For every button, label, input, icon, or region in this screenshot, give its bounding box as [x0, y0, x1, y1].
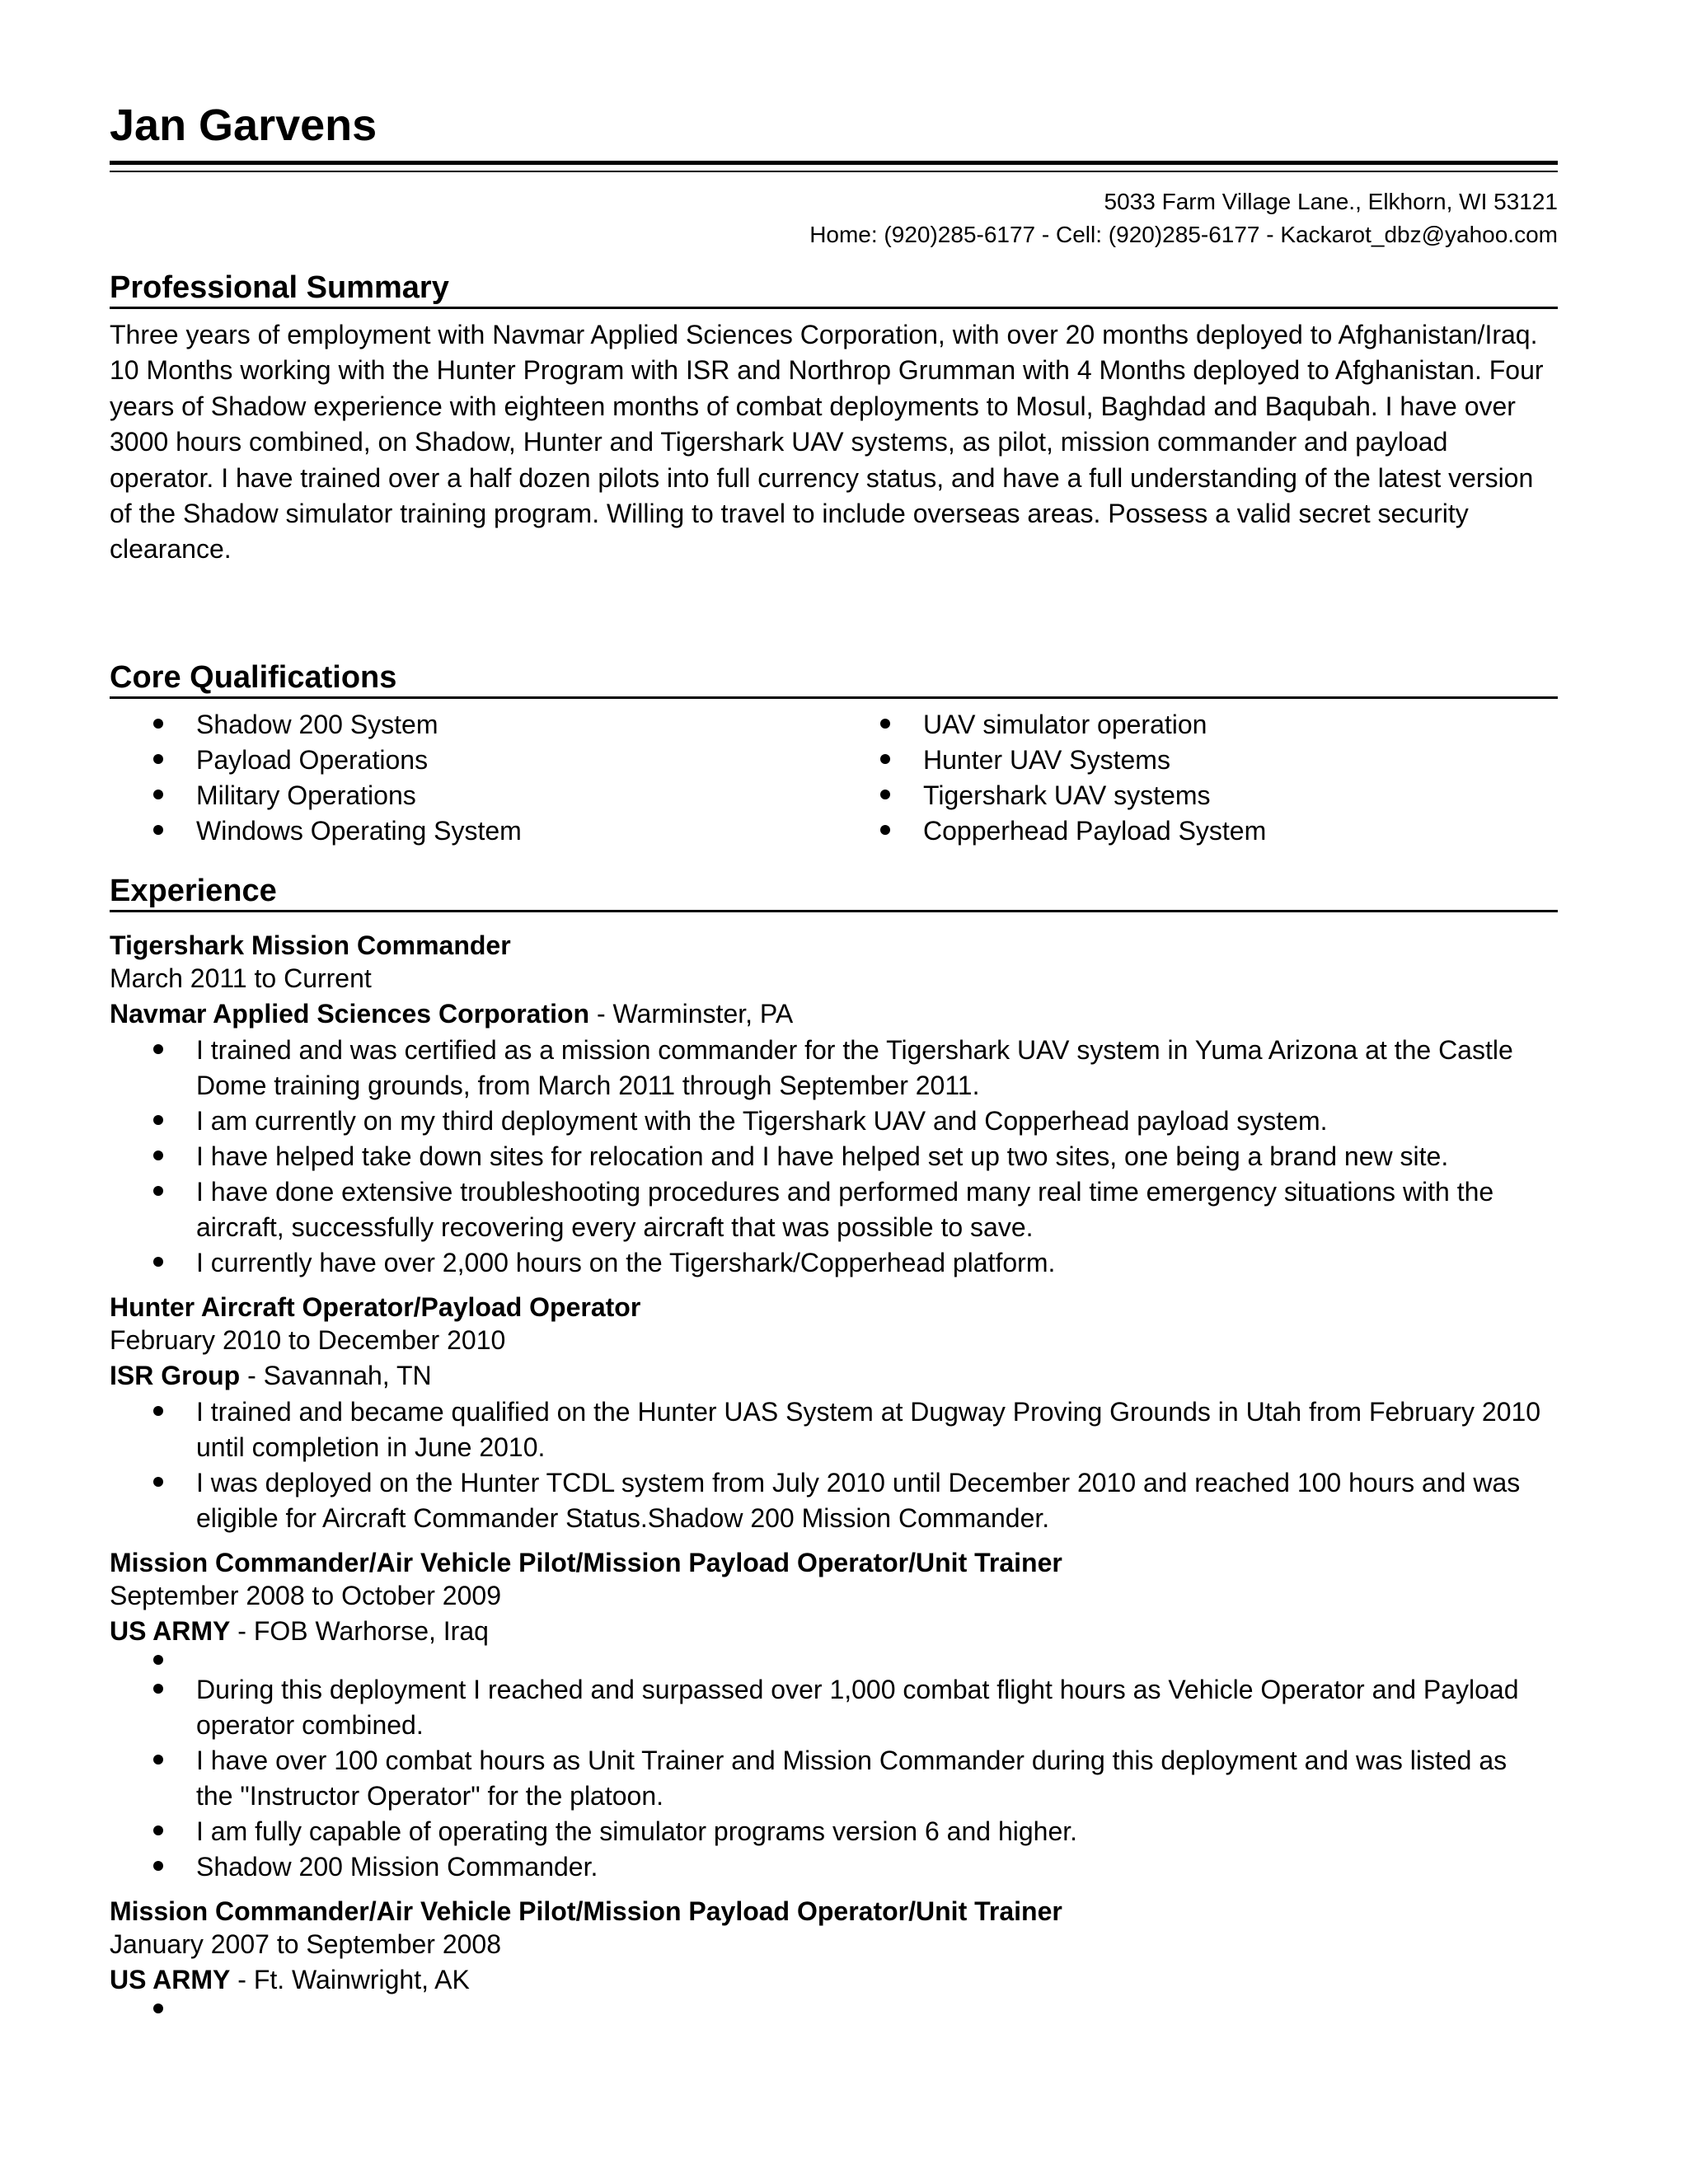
experience-list [110, 929, 1558, 2031]
bullet-icon [153, 790, 163, 799]
job-bullets [110, 1650, 1558, 1885]
job-title: Mission Commander/Air Vehicle Pilot/Mission Payload Operator/Unit Trainer [110, 1896, 1062, 1926]
job-employer [110, 1357, 1558, 1394]
job-bullet: Shadow 200 Mission Commander. [110, 1849, 1558, 1885]
job-entry [110, 1291, 1558, 1536]
job-bullet: I have helped take down sites for relocation and I have helped set up two sites, one being a brand new site. [110, 1139, 1558, 1174]
job-employer [110, 995, 1558, 1033]
bullet-icon [153, 1151, 163, 1160]
job-bullet: I currently have over 2,000 hours on the Tigershark/Copperhead platform. [110, 1245, 1558, 1281]
qualification-item: Shadow 200 System [110, 707, 522, 743]
job-bullet: I am currently on my third deployment with the Tigershark UAV and Copperhead payload system. [110, 1104, 1558, 1139]
summary-rule [110, 307, 1558, 309]
job-bullet: I trained and was certified as a mission commander for the Tigershark UAV system in Yuma Arizona at the Castle Dome training grounds, from March 2011 through September 2011. [110, 1033, 1558, 1104]
qualifications-rule [110, 696, 1558, 699]
employer-name: Navmar Applied Sciences Corporation [110, 999, 590, 1029]
bullet-icon [153, 1044, 163, 1054]
qualifications-right-column [837, 707, 1266, 849]
job-bullet: I am fully capable of operating the simulator programs version 6 and higher. [110, 1814, 1558, 1849]
job-bullets [110, 1999, 1558, 2021]
job-title: Mission Commander/Air Vehicle Pilot/Mission Payload Operator/Unit Trainer [110, 1548, 1062, 1577]
job-employer [110, 1961, 1558, 1999]
bullet-icon [153, 1655, 163, 1665]
header-rule-thin [110, 171, 1558, 172]
bullet-icon [153, 2004, 163, 2013]
bullet-icon [153, 1115, 163, 1125]
employer-location: - FOB Warhorse, Iraq [230, 1616, 489, 1646]
summary-text: Three years of employment with Navmar Applied Sciences Corporation, with over 20 months deployed to Afghanistan/Iraq. 10 Months working with the Hunter Program with ISR and Northrop Grumman with 4 Months deployed to Afghanistan. Four years of Shadow experience with eighteen months of combat deployments to Mosul, Baghdad and Baqubah. I have over 3000 hours combined, on Shadow, Hunter and Tigershark UAV systems, as pilot, mission commander and payload operator. I have trained over a half dozen pilots into full currency status, and have a full understanding of the latest version of the Shadow simulator training program. Willing to travel to include overseas areas. Possess a valid secret security clearance. [110, 320, 1544, 565]
qualification-item: Payload Operations [110, 743, 522, 778]
qualifications-left-column [110, 707, 522, 849]
bullet-icon [880, 719, 890, 729]
job-bullet-empty [110, 1650, 1558, 1672]
job-entry [110, 1895, 1558, 2021]
qualification-item: Windows Operating System [110, 813, 522, 849]
bullet-icon [153, 1477, 163, 1487]
contact-address: 5033 Farm Village Lane., Elkhorn, WI 53121 [1104, 189, 1558, 214]
employer-location: - Savannah, TN [240, 1361, 432, 1390]
job-entry [110, 1546, 1558, 1885]
employer-location: - Warminster, PA [589, 999, 794, 1029]
bullet-icon [153, 1406, 163, 1416]
qualification-item: UAV simulator operation [837, 707, 1266, 743]
job-dates: January 2007 to September 2008 [110, 1929, 501, 1959]
job-bullet: During this deployment I reached and surpassed over 1,000 combat flight hours as Vehicle Operator and Payload operator combined. [110, 1672, 1558, 1743]
job-dates: March 2011 to Current [110, 963, 372, 993]
job-entry [110, 929, 1558, 1281]
contact-block [809, 185, 1558, 251]
job-bullet: I was deployed on the Hunter TCDL system from July 2010 until December 2010 and reached 100 hours and was eligible for Aircraft Commander Status.Shadow 200 Mission Commander. [110, 1465, 1558, 1536]
qualification-item: Copperhead Payload System [837, 813, 1266, 849]
qualifications-heading: Core Qualifications [110, 660, 397, 695]
bullet-icon [153, 1257, 163, 1267]
qualification-item: Tigershark UAV systems [837, 778, 1266, 813]
employer-name: ISR Group [110, 1361, 241, 1390]
job-title: Hunter Aircraft Operator/Payload Operator [110, 1292, 641, 1322]
bullet-icon [153, 1755, 163, 1765]
employer-name: US ARMY [110, 1965, 231, 1994]
job-dates: September 2008 to October 2009 [110, 1581, 501, 1610]
experience-heading: Experience [110, 874, 277, 908]
summary-heading: Professional Summary [110, 270, 449, 305]
bullet-icon [153, 1186, 163, 1196]
header-rule-thick [110, 161, 1558, 165]
bullet-icon [880, 825, 890, 835]
bullet-icon [153, 719, 163, 729]
bullet-icon [880, 790, 890, 799]
job-dates: February 2010 to December 2010 [110, 1325, 506, 1355]
bullet-icon [880, 754, 890, 764]
bullet-icon [153, 754, 163, 764]
bullet-icon [153, 1684, 163, 1694]
job-employer [110, 1612, 1558, 1650]
bullet-icon [153, 1825, 163, 1835]
qualification-item: Hunter UAV Systems [837, 743, 1266, 778]
employer-location: - Ft. Wainwright, AK [230, 1965, 470, 1994]
job-bullet-empty [110, 1999, 1558, 2021]
job-title: Tigershark Mission Commander [110, 930, 511, 960]
job-bullet: I have done extensive troubleshooting procedures and performed many real time emergency situations with the aircraft, successfully recovering every aircraft that was possible to save. [110, 1174, 1558, 1245]
bullet-icon [153, 1861, 163, 1871]
job-bullets [110, 1394, 1558, 1536]
job-bullet: I have over 100 combat hours as Unit Trainer and Mission Commander during this deployment and was listed as the "Instructor Operator" for the platoon. [110, 1743, 1558, 1814]
job-bullets [110, 1033, 1558, 1281]
qualification-item: Military Operations [110, 778, 522, 813]
job-bullet: I trained and became qualified on the Hunter UAS System at Dugway Proving Grounds in Utah from February 2010 until completion in June 2010. [110, 1394, 1558, 1465]
employer-name: US ARMY [110, 1616, 231, 1646]
experience-rule [110, 910, 1558, 912]
bullet-icon [153, 825, 163, 835]
candidate-name: Jan Garvens [110, 101, 377, 150]
contact-phones-email: Home: (920)285-6177 - Cell: (920)285-6177 - Kackarot_dbz@yahoo.com [809, 222, 1558, 247]
